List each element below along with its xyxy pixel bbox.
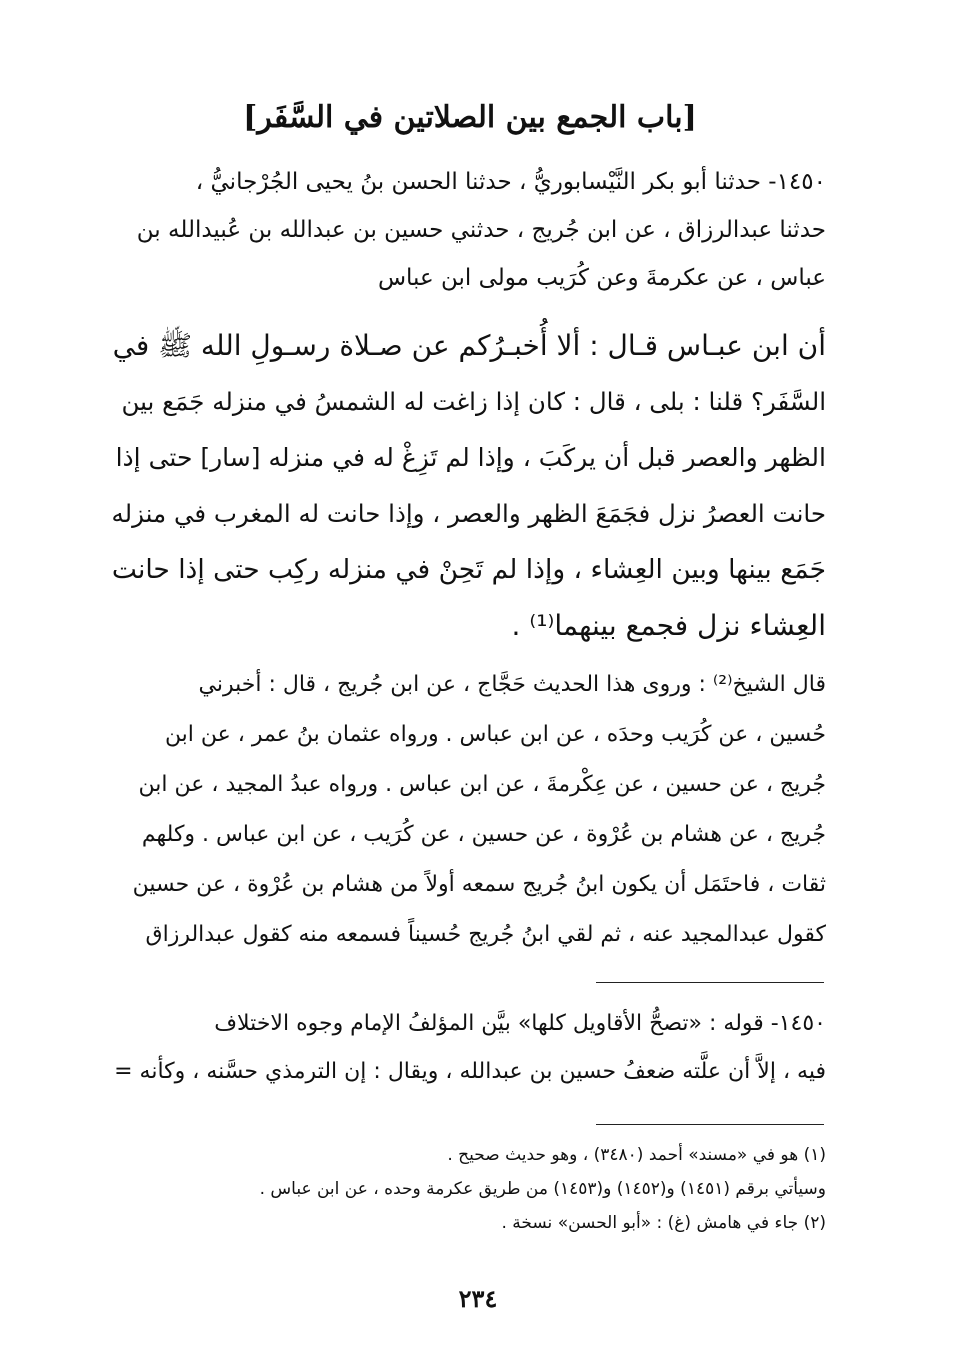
- hadith-text-line: العِشاء نزل فجمع بينهما⁽¹⁾ .: [511, 609, 826, 642]
- footnote-line: وسيأتي برقم (١٤٥١) و(١٤٥٢) و(١٤٥٣) من طريق عكرمة وحده ، عن ابن عباس .: [259, 1179, 826, 1199]
- footnotes-divider: [596, 1124, 824, 1125]
- footnote-line: (١) هو في «مسند» أحمد (٣٤٨٠) ، وهو حديث صحيح .: [447, 1145, 826, 1165]
- hadith-text-line: جَمَع بينها وبين العِشاء ، وإذا لم تَحِنْ في منزله ركِب حتى إذا حانت: [111, 554, 826, 585]
- commentary-line: قال الشيخ⁽²⁾ : وروى هذا الحديث حَجَّاج ، عن ابن جُريج ، قال : أخبرني: [198, 672, 826, 697]
- note-line: فيه ، إلاَّ أن علَّته ضعفُ حسين بن عبدالله ، ويقال : إن الترمذي حسَّنه ، وكأنه =: [114, 1059, 826, 1084]
- commentary-line: جُريج ، عن حسين ، عن عِكْرمةَ ، عن ابن عباس . ورواه عبدُ المجيد ، عن ابن: [138, 772, 826, 797]
- chapter-title: [باب الجمع بين الصلاتين في السَّفَر]: [243, 100, 697, 135]
- hadith-text-line: الظهر والعصر قبل أن يركَبَ ، وإذا لم تَزِغْ له في منزله [سار] حتى إذا: [115, 443, 826, 472]
- commentary-line: ثقات ، فاحتَمَل أن يكون ابنُ جُريج سمعه أولاً من هشام بن عُرْوة ، عن حسين: [132, 872, 826, 897]
- commentary-line: جُريج ، عن هشام بن عُرْوة ، عن حسين ، عن كُرَيب ، عن ابن عباس . وكلهم: [141, 822, 826, 847]
- isnad-line: ١٤٥٠- حدثنا أبو بكر النَّيْسابوريُّ ، حدثنا الحسن بنُ يحيى الجُرْجانيُّ ،: [195, 169, 826, 195]
- editor-notes: [110, 1000, 826, 1096]
- hadith-isnad: [110, 158, 826, 302]
- notes-divider: [596, 982, 824, 983]
- hadith-text: [110, 318, 826, 654]
- footnotes: [110, 1138, 826, 1240]
- hadith-text-line: أن ابن عبـاس قـال : ألا أُخبـرُكم عن صـلاة رسـولِ الله ﷺ في: [112, 329, 826, 362]
- isnad-line: حدثنا عبدالرزاق ، عن ابن جُريج ، حدثني حسين بن عبدالله بن عُبيدالله بن: [136, 217, 826, 243]
- isnad-line: عباس ، عن عكرمةَ وعن كُرَيب مولى ابن عباس: [377, 265, 826, 291]
- commentary-line: كقول عبدالمجيد عنه ، ثم لقي ابنُ جُريج حُسيناً فسمعه منه كقول عبدالرزاق: [145, 922, 826, 947]
- commentary-line: حُسين ، عن كُرَيب وحدَه ، عن ابن عباس . ورواه عثمان بنُ عمر ، عن ابن: [164, 722, 826, 747]
- footnote-line: (٢) جاء في هامش (غ) : «أبو الحسن» نسخة .: [501, 1213, 826, 1233]
- page-number: ٢٣٤: [458, 1284, 498, 1313]
- hadith-text-line: حانت العصرُ نزل فجَمَعَ الظهر والعصر ، وإذا حانت له المغرب في منزله: [111, 499, 826, 528]
- hadith-text-line: السَّفَر؟ قلنا : بلى ، قال : كان إذا زاغت له الشمسُ في منزله جَمَع بين: [121, 387, 826, 416]
- author-commentary: [110, 660, 826, 960]
- note-line: ١٤٥٠- قوله : «تصحُّ الأقاويل كلها» بيَّن المؤلفُ الإمام وجوه الاختلاف: [214, 1011, 826, 1036]
